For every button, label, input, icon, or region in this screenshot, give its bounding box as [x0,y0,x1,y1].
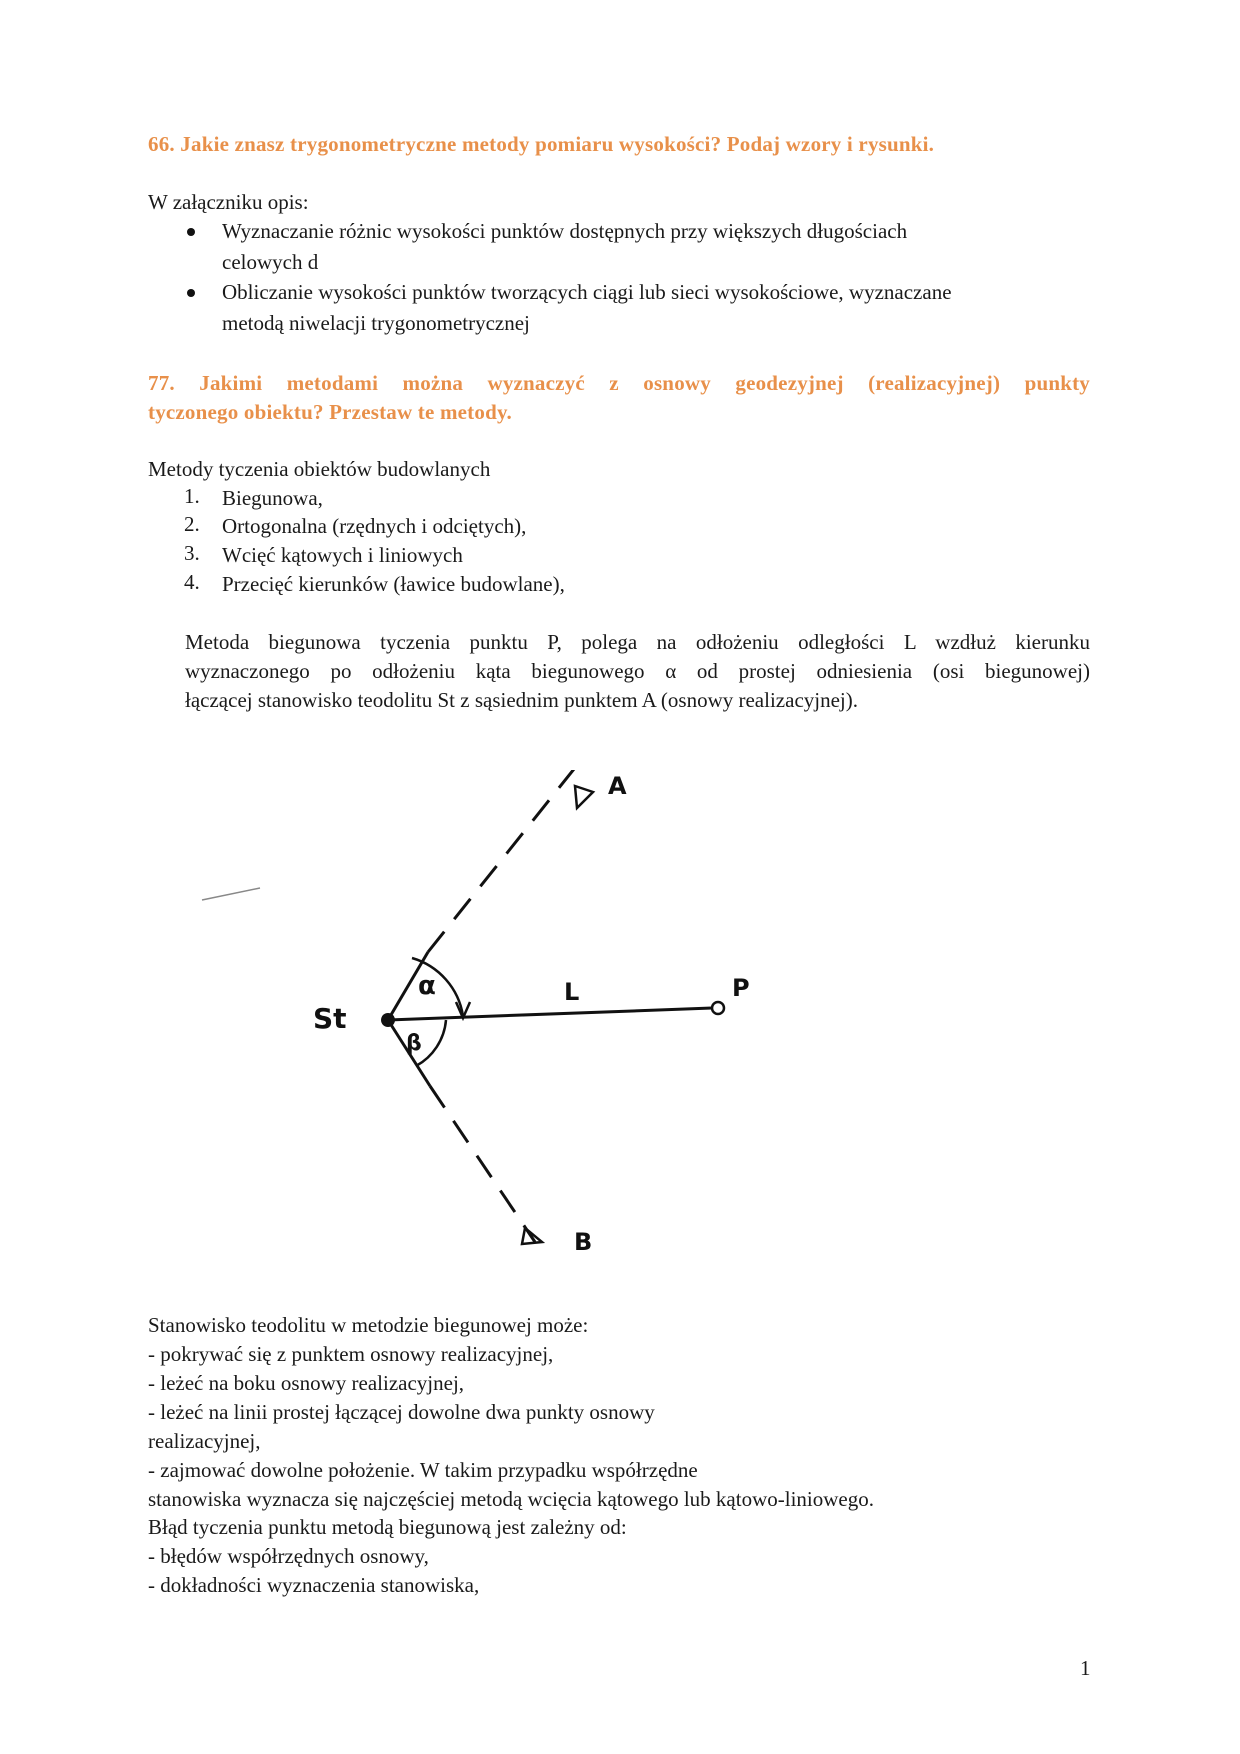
label-l: L [564,978,580,1006]
position-line: - dokładności wyznaczenia stanowiska, [148,1573,480,1597]
list-item-label: Biegunowa, [222,486,323,510]
position-intro: Stanowisko teodolitu w metodzie biegunowej może: [148,1313,589,1337]
list-item-label: Wcięć kątowych i liniowych [222,543,463,567]
line-st-a-dashed [428,770,578,952]
pen-mark [202,888,260,900]
label-st: St [313,1002,347,1035]
position-line: stanowiska wyznacza się najczęściej metodą wcięcia kątowego lub kątowo-liniowego. [148,1487,874,1511]
list-item-number: 2. [184,512,200,536]
bullet-item-line: celowych d [222,250,319,274]
position-line: - pokrywać się z punktem osnowy realizacyjnej, [148,1342,554,1366]
description-line: Metoda biegunowa tyczenia punktu P, polega na odłożeniu odległości L wzdłuż kierunku [185,630,1090,654]
label-alpha: α [418,971,436,1001]
polar-method-diagram [180,770,780,1270]
bullet-item-line: Wyznaczanie różnic wysokości punktów dostępnych przy większych długościach [222,219,908,243]
label-b: B [574,1228,593,1256]
list-item-number: 3. [184,541,200,565]
position-line: realizacyjnej, [148,1429,261,1453]
q66-heading: 66. Jakie znasz trygonometryczne metody pomiaru wysokości? Podaj wzory i rysunki. [148,132,935,156]
position-line: - błędów współrzędnych osnowy, [148,1544,429,1568]
line-st-b-dashed [430,1086,535,1242]
q66-intro: W załączniku opis: [148,190,309,214]
bullet-item-line: Obliczanie wysokości punktów tworzących ciągi lub sieci wysokościowe, wyznaczane [222,280,952,304]
position-line: - leżeć na boku osnowy realizacyjnej, [148,1371,465,1395]
position-line: - leżeć na linii prostej łączącej dowolne dwa punkty osnowy [148,1400,655,1424]
label-beta: β [406,1031,422,1056]
description-line: łączącej stanowisko teodolitu St z sąsiednim punktem A (osnowy realizacyjnej). [185,688,858,712]
list-item-number: 1. [184,484,200,508]
page-number: 1 [1080,1656,1091,1680]
position-line: Błąd tyczenia punktu metodą biegunową jest zależny od: [148,1515,627,1539]
label-p: P [732,974,750,1002]
bullet-item-line: metodą niwelacji trygonometrycznej [222,311,530,335]
station-point-icon [381,1013,395,1027]
position-line: - zajmować dowolne położenie. W takim przypadku współrzędne [148,1458,698,1482]
list-item-label: Przecięć kierunków (ławice budowlane), [222,572,565,596]
q77-heading-line: tyczonego obiektu? Przestaw te metody. [148,400,512,424]
description-line: wyznaczonego po odłożeniu kąta biegunowego α od prostej odniesienia (osi biegunowej) [185,659,1090,683]
line-st-p [388,1008,712,1020]
label-a: A [608,772,627,800]
list-item-label: Ortogonalna (rzędnych i odciętych), [222,514,527,538]
q77-heading-line: 77. Jakimi metodami można wyznaczyć z osnowy geodezyjnej (realizacyjnej) punkty [148,371,1090,395]
bullet-dot-icon [187,228,195,236]
q77-intro: Metody tyczenia obiektów budowlanych [148,457,491,481]
triangle-a-icon [575,786,593,808]
point-p-icon [712,1002,724,1014]
bullet-dot-icon [187,289,195,297]
list-item-number: 4. [184,570,200,594]
